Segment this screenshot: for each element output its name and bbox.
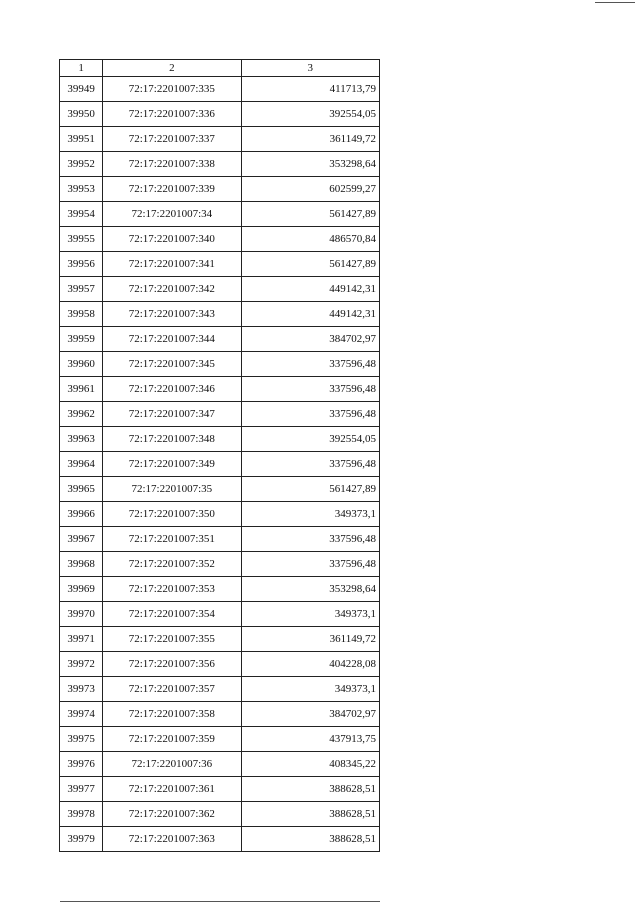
value-cell: 561427,89: [241, 202, 379, 227]
scan-edge-line-top-right: [595, 2, 635, 3]
value-cell: 561427,89: [241, 252, 379, 277]
table-row: [60, 102, 380, 127]
table-row: [60, 652, 380, 677]
row-number-cell: 39956: [60, 252, 103, 277]
cadastral-number-cell: 72:17:2201007:349: [103, 452, 241, 477]
cadastral-number-cell: 72:17:2201007:342: [103, 277, 241, 302]
row-number-cell: 39978: [60, 802, 103, 827]
table-row: [60, 827, 380, 852]
row-number-cell: 39963: [60, 427, 103, 452]
row-number-cell: 39958: [60, 302, 103, 327]
value-cell: 449142,31: [241, 277, 379, 302]
value-cell: 437913,75: [241, 727, 379, 752]
cadastral-number-cell: 72:17:2201007:343: [103, 302, 241, 327]
value-cell: 486570,84: [241, 227, 379, 252]
table-row: [60, 802, 380, 827]
table-row: [60, 677, 380, 702]
value-cell: 388628,51: [241, 802, 379, 827]
value-cell: 411713,79: [241, 77, 379, 102]
value-cell: 384702,97: [241, 327, 379, 352]
table-row: [60, 502, 380, 527]
cadastral-number-cell: 72:17:2201007:346: [103, 377, 241, 402]
value-cell: 449142,31: [241, 302, 379, 327]
table-row: [60, 777, 380, 802]
value-cell: 561427,89: [241, 477, 379, 502]
column-header-3: 3: [241, 60, 379, 77]
table-row: [60, 577, 380, 602]
value-cell: 337596,48: [241, 452, 379, 477]
value-cell: 388628,51: [241, 777, 379, 802]
table-row: [60, 527, 380, 552]
row-number-cell: 39966: [60, 502, 103, 527]
cadastral-number-cell: 72:17:2201007:348: [103, 427, 241, 452]
value-cell: 404228,08: [241, 652, 379, 677]
row-number-cell: 39959: [60, 327, 103, 352]
table-row: [60, 202, 380, 227]
value-cell: 337596,48: [241, 352, 379, 377]
row-number-cell: 39955: [60, 227, 103, 252]
cadastral-number-cell: 72:17:2201007:353: [103, 577, 241, 602]
value-cell: 392554,05: [241, 427, 379, 452]
cadastral-number-cell: 72:17:2201007:361: [103, 777, 241, 802]
value-cell: 353298,64: [241, 152, 379, 177]
table-row: [60, 752, 380, 777]
row-number-cell: 39968: [60, 552, 103, 577]
cadastral-number-cell: 72:17:2201007:355: [103, 627, 241, 652]
column-header-1: 1: [60, 60, 103, 77]
table-row: [60, 452, 380, 477]
value-cell: 337596,48: [241, 552, 379, 577]
row-number-cell: 39964: [60, 452, 103, 477]
value-cell: 388628,51: [241, 827, 379, 852]
value-cell: 337596,48: [241, 402, 379, 427]
table-row: [60, 302, 380, 327]
cadastral-number-cell: 72:17:2201007:357: [103, 677, 241, 702]
row-number-cell: 39949: [60, 77, 103, 102]
cadastral-number-cell: 72:17:2201007:344: [103, 327, 241, 352]
table-row: [60, 602, 380, 627]
cadastral-number-cell: 72:17:2201007:36: [103, 752, 241, 777]
table-row: [60, 277, 380, 302]
cadastral-number-cell: 72:17:2201007:339: [103, 177, 241, 202]
table-row: [60, 627, 380, 652]
cadastral-number-cell: 72:17:2201007:340: [103, 227, 241, 252]
table-row: [60, 377, 380, 402]
table-row: [60, 127, 380, 152]
row-number-cell: 39961: [60, 377, 103, 402]
table-row: [60, 402, 380, 427]
table-row: [60, 227, 380, 252]
value-cell: 361149,72: [241, 127, 379, 152]
value-cell: 337596,48: [241, 377, 379, 402]
row-number-cell: 39952: [60, 152, 103, 177]
value-cell: 349373,1: [241, 677, 379, 702]
value-cell: 384702,97: [241, 702, 379, 727]
row-number-cell: 39979: [60, 827, 103, 852]
table-row: [60, 77, 380, 102]
value-cell: 602599,27: [241, 177, 379, 202]
table-row: [60, 702, 380, 727]
row-number-cell: 39975: [60, 727, 103, 752]
table-header: [60, 60, 380, 77]
row-number-cell: 39950: [60, 102, 103, 127]
cadastral-value-table: [59, 59, 380, 852]
row-number-cell: 39977: [60, 777, 103, 802]
value-cell: 392554,05: [241, 102, 379, 127]
cadastral-number-cell: 72:17:2201007:35: [103, 477, 241, 502]
row-number-cell: 39973: [60, 677, 103, 702]
cadastral-number-cell: 72:17:2201007:337: [103, 127, 241, 152]
row-number-cell: 39969: [60, 577, 103, 602]
row-number-cell: 39951: [60, 127, 103, 152]
scan-edge-line-bottom: [60, 901, 380, 902]
cadastral-number-cell: 72:17:2201007:363: [103, 827, 241, 852]
table-row: [60, 427, 380, 452]
row-number-cell: 39954: [60, 202, 103, 227]
value-cell: 408345,22: [241, 752, 379, 777]
column-header-2: 2: [103, 60, 241, 77]
header-row: [60, 60, 380, 77]
row-number-cell: 39976: [60, 752, 103, 777]
cadastral-number-cell: 72:17:2201007:336: [103, 102, 241, 127]
value-cell: 353298,64: [241, 577, 379, 602]
cadastral-number-cell: 72:17:2201007:359: [103, 727, 241, 752]
table-row: [60, 177, 380, 202]
cadastral-number-cell: 72:17:2201007:345: [103, 352, 241, 377]
cadastral-number-cell: 72:17:2201007:350: [103, 502, 241, 527]
cadastral-number-cell: 72:17:2201007:354: [103, 602, 241, 627]
table-body: [60, 77, 380, 852]
cadastral-number-cell: 72:17:2201007:34: [103, 202, 241, 227]
row-number-cell: 39965: [60, 477, 103, 502]
value-cell: 349373,1: [241, 602, 379, 627]
table-row: [60, 552, 380, 577]
row-number-cell: 39974: [60, 702, 103, 727]
row-number-cell: 39970: [60, 602, 103, 627]
cadastral-number-cell: 72:17:2201007:351: [103, 527, 241, 552]
value-cell: 337596,48: [241, 527, 379, 552]
row-number-cell: 39967: [60, 527, 103, 552]
table-row: [60, 477, 380, 502]
cadastral-number-cell: 72:17:2201007:338: [103, 152, 241, 177]
value-cell: 361149,72: [241, 627, 379, 652]
cadastral-number-cell: 72:17:2201007:341: [103, 252, 241, 277]
cadastral-number-cell: 72:17:2201007:352: [103, 552, 241, 577]
cadastral-number-cell: 72:17:2201007:335: [103, 77, 241, 102]
table-row: [60, 327, 380, 352]
row-number-cell: 39957: [60, 277, 103, 302]
row-number-cell: 39960: [60, 352, 103, 377]
cadastral-number-cell: 72:17:2201007:347: [103, 402, 241, 427]
cadastral-number-cell: 72:17:2201007:358: [103, 702, 241, 727]
table-row: [60, 352, 380, 377]
table-row: [60, 152, 380, 177]
table-row: [60, 727, 380, 752]
cadastral-number-cell: 72:17:2201007:362: [103, 802, 241, 827]
row-number-cell: 39962: [60, 402, 103, 427]
row-number-cell: 39972: [60, 652, 103, 677]
row-number-cell: 39953: [60, 177, 103, 202]
row-number-cell: 39971: [60, 627, 103, 652]
value-cell: 349373,1: [241, 502, 379, 527]
cadastral-number-cell: 72:17:2201007:356: [103, 652, 241, 677]
table-row: [60, 252, 380, 277]
